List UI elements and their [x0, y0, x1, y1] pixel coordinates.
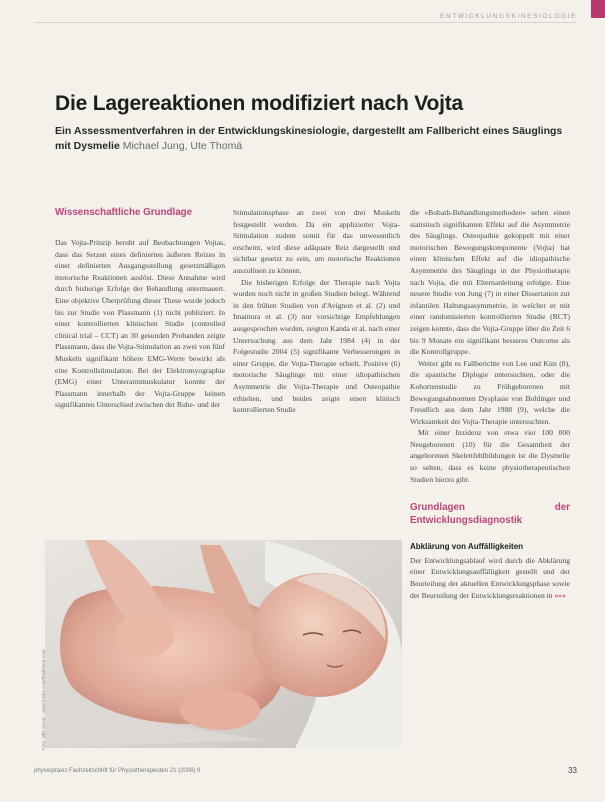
column-1-text: Das Vojta-Prinzip beruht auf Beobachtungen Vojtas, dass das Setzen eines definierten äußeren Reizes in einer definierten Ausgangsstellung gesetzmäßigen motorische Reaktionen auslöst. Diese Annahme wird durch bisherige Erfolge der Behandlung untermauert. Eine objektive Überprüfung dieser These wurde jedoch bis zur Studie von Plassmann (1) nicht publiziert. In einer kontrollierten klinischen Studie (controlled clinical trial – CCT) an 30 gesunden Probanden zeigte Plassmann, dass die Vojta-Stimulation an zwei von fünf Muskeln signifikant höhere EMG-Werte bewirkt als eine Kontrollstimulation. Bei der Elektromyographie (EMG) einer Unterarmmuskulatur konnte der Plassmann innerhalb der Vojta-Gruppe keinen signifikanten Unterschied zwischen der Ruhe- und der — [55, 238, 225, 410]
section-heading-wissenschaftliche-grundlage: Wissenschaftliche Grundlage — [55, 207, 193, 218]
section-heading-grundlagen: Grundlagen der Entwicklungsdiagnostik — [410, 502, 570, 527]
column-3-text-4 — [410, 555, 570, 601]
footer-journal: physiopraxis Fachzeitschrift für Physiotherapeuten 21 (2006) 6 — [34, 768, 201, 774]
column-3-text-3: Mit einer Inzidenz von etwa vier 100 000 Neugeborenen (10) für die Gesamtheit der angeborenen Skelettfehlbildungen ist die Dysmelie so selten, dass es keine physiotherapeutischen Studien hierzu gibt. — [410, 428, 570, 484]
column-3-text: die »Bobath-Behandlungsmethoden« sehen einen statistisch signifikanten Effekt auf die Asymmetrie des Säuglings. Osteopathie gekoppelt mit einer motorischen Bewegungskomponente (Vojta) hat einen klinischen Effekt auf die idiopathische Asymmetrie des Säuglings in der Physiotherapie nach Vojta, die mit Elternanleitung erfolgte. Eine neuere Studie von Jung (7) in einer Dissertation zur infantilen Haltungsasymmetrie, in welcher er mit einer randomisierten kontrollierten Studie (RCT) zeigen konnte, dass die Vojta-Gruppe über die Zeit 6 bis 9 Monate ein signifikant besseres Outcome als die Kontrollgruppe. — [410, 208, 570, 357]
running-head: ENTWICKLUNGSKINESIOLOGIE — [439, 13, 577, 20]
photo-credit: Foto: Miki Stosic · www.fotolia.com/thinkstock.com — [41, 649, 46, 750]
subheading-abklaerung: Abklärung von Auffälligkeiten — [410, 542, 524, 552]
subtitle-text: Ein Assessmentverfahren in der Entwicklungskinesiologie, dargestellt am Fallbericht eines Säuglings mit Dysmelie — [55, 125, 563, 152]
page-corner-tab — [591, 0, 605, 18]
article-authors: Michael Jung, Ute Thomä — [122, 140, 243, 152]
column-3-text-2: Weiter gibt es Fallberichte von Lee und Kim (8), die spastische Diplegie untersuchten, oder die Kohortenstudie zu Frühgeborenen mit Bewegungsabnormen Dysplasie von Bohlinger und Freudlich aus dem Jahr 1988 (9), welche die Wirksamkeit der Vojta-Therapie untersuchten. — [410, 358, 570, 426]
article-subtitle — [55, 124, 580, 154]
article-title: Die Lagereaktionen modifiziert nach Vojta — [55, 92, 463, 115]
column-3 — [410, 207, 570, 601]
continue-marker: »»» — [554, 590, 566, 600]
column-1 — [55, 206, 225, 411]
column-2 — [233, 207, 400, 416]
baby-photo — [45, 540, 402, 748]
column-2-text: Stimulationsphase an zwei von drei Muskeln festgestellt werden. Da ein applizierter Vojta-Stimulation zudem somit für das unwesentlich erscheint, wird diese adäquate Reiz dargestellt und sichtbar gesetzt zu sein, um motorische Reaktionen auszulösen zu können. — [233, 208, 400, 275]
header-rule — [34, 22, 577, 23]
column-3-text-4-body: Der Entwicklungsablauf wird durch die Abklärung einer Entwicklungsauffälligkeit gestellt und der Beurteilung der aktuellen Entwicklungsphase sowie der Beurteilung der Entwicklungsreaktionen in — [410, 555, 570, 600]
baby-photo-illustration — [45, 540, 402, 748]
page-number: 33 — [568, 766, 577, 775]
column-2-text-2: Die bisherigen Erfolge der Therapie nach Vojta wurden noch nicht in großen Studien belegt. Während in den frühen Studien von d'Avignon et al. (2) und Imamura et al. (3) nur vorsichtige Empfehlungen ausgesprochen wurden, zeigten Kanda et al. nach einer Untersuchung aus dem Jahr 1984 (4) in der Folgestudie 2004 (5) signifikante Verbesserungen in einer Gruppe, die Vojta-Therapie erhielt. Positive (6) motorische Säuglinge mit einer idiopathischen Asymmetrie die Vojta-Therapie und Osteopathie erhielten, und beides zeigte einen klinisch kontrollierten Studie — [233, 277, 400, 415]
